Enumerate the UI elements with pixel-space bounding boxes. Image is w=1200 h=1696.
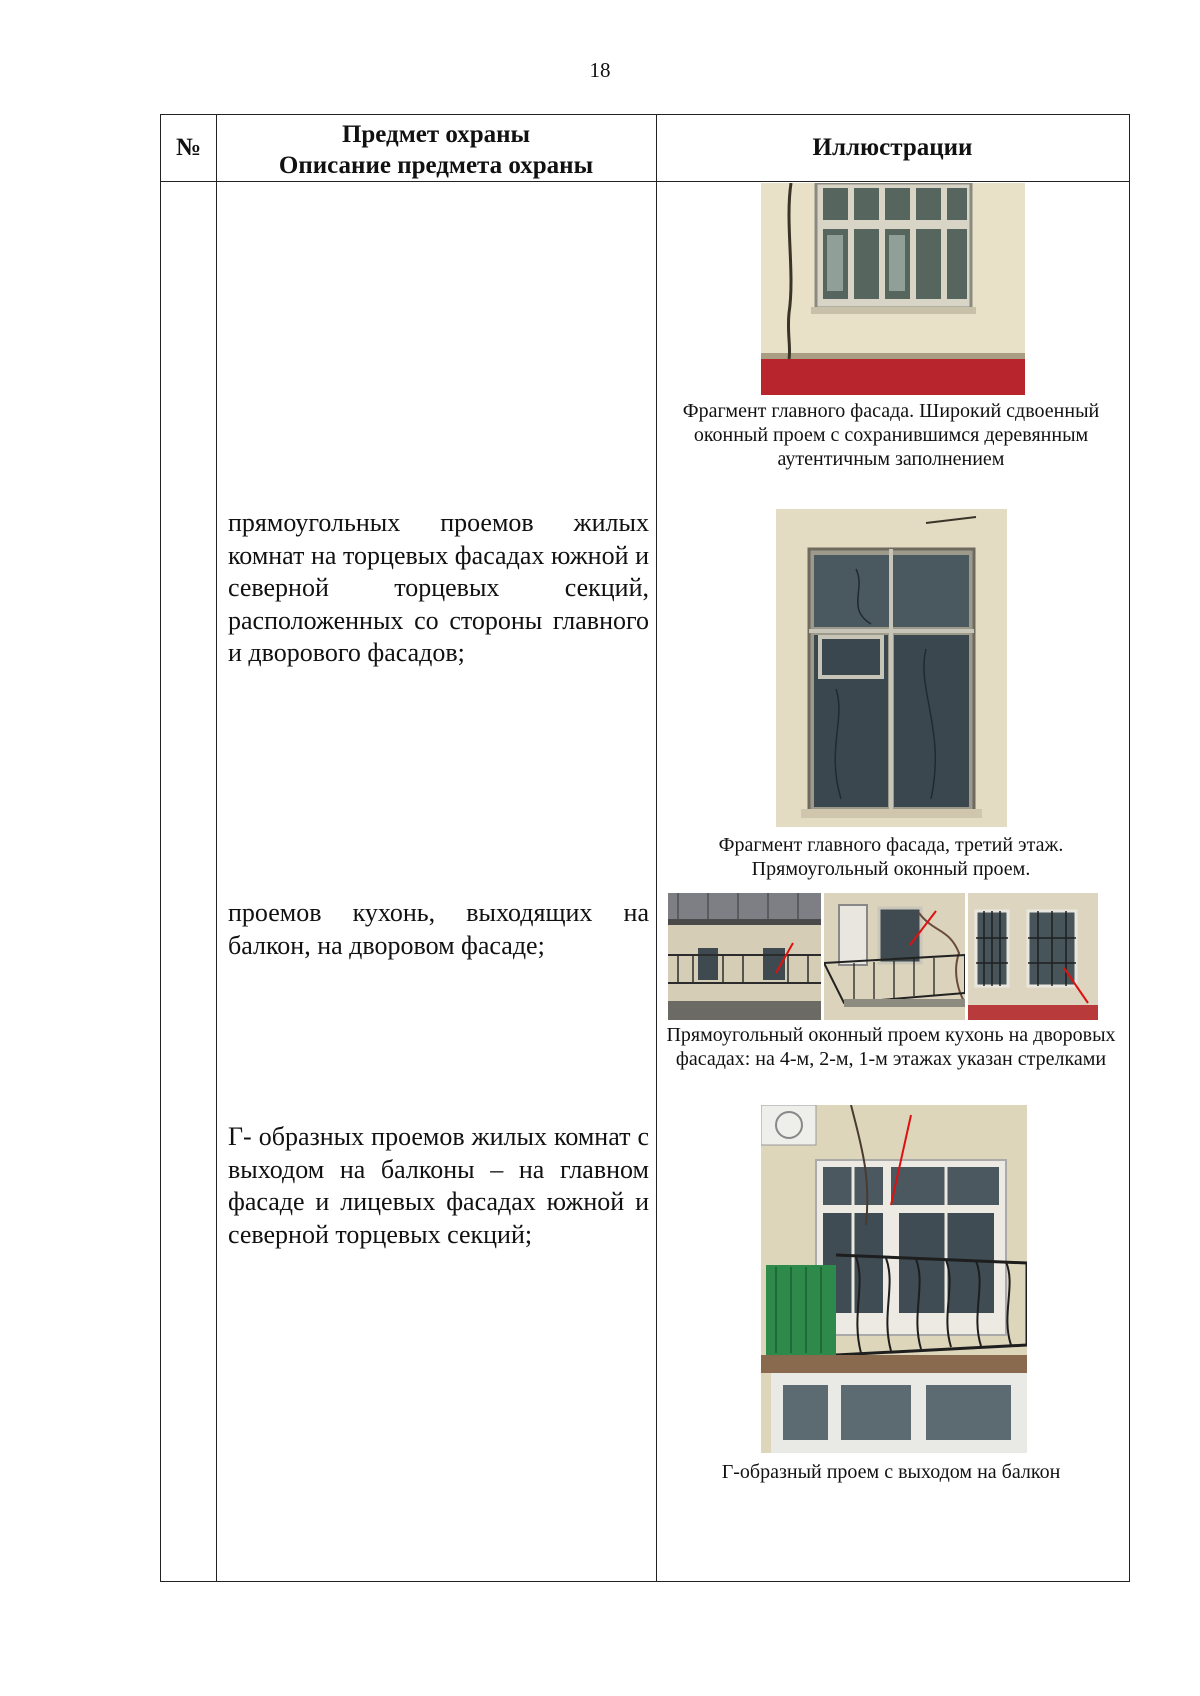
page-number: 18 [589, 58, 611, 82]
description-kitchen-openings: проемов кухонь, выходящих на балкон, на дворовом фасаде; [228, 898, 649, 960]
l-shaped-balcony-caption: Г-образный проем с выходом на балкон [721, 1461, 1061, 1483]
kitchen-window-photo-2nd-floor [824, 893, 965, 1020]
kitchen-window-caption: Прямоугольный оконный проем кухонь на дворовых фасадах: на 4-м, 2-м, 1-м этажах указан стрелками [666, 1024, 1116, 1070]
header-number: № [175, 134, 202, 161]
rectangular-window-caption: Фрагмент главного фасада, третий этаж. Прямоугольный оконный проем. [718, 834, 1064, 880]
kitchen-window-photo-1st-floor [968, 893, 1098, 1020]
description-l-shaped-openings: Г- образных проемов жилых комнат с выходом на балконы – на главном фасаде и лицевых фасадах южной и северной торцевых секций; [228, 1122, 649, 1249]
header-subject-title: Предмет охраны [341, 121, 531, 148]
description-rectangular-openings: прямоугольных проемов жилых комнат на торцевых фасадах южной и северной торцевых секций, расположенных со стороны главного и дворового фасадов; [228, 508, 649, 667]
header-illustrations: Иллюстрации [812, 134, 973, 161]
l-shaped-balcony-door-photo [761, 1105, 1027, 1453]
rectangular-window-photo [776, 509, 1007, 827]
header-divider [161, 181, 1129, 182]
column-divider [216, 115, 217, 1581]
header-subject-description: Описание предмета охраны [278, 152, 594, 179]
protected-items-table [160, 114, 1130, 1582]
double-window-caption: Фрагмент главного фасада. Широкий сдвоенный оконный проем с сохранившимся деревянным аутентичным заполнением [682, 400, 1100, 470]
double-window-photo [761, 183, 1025, 395]
header-subject [216, 119, 656, 181]
kitchen-window-photo-4th-floor [668, 893, 821, 1020]
